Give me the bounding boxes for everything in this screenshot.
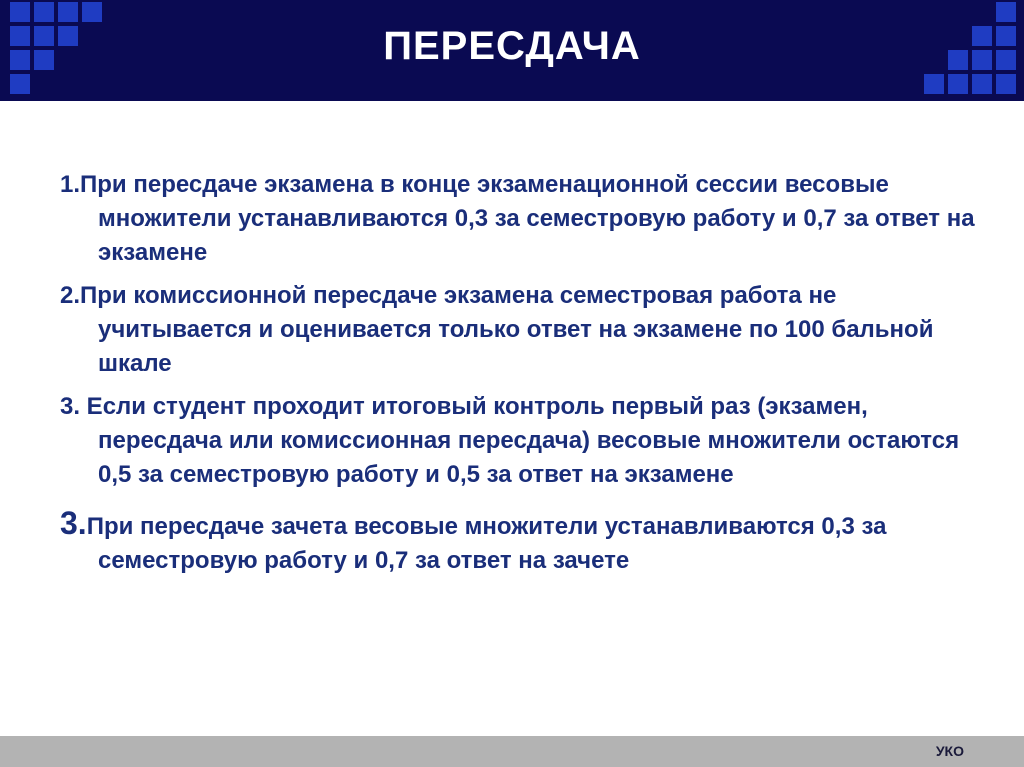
list-item (60, 168, 980, 270)
footer-label: УКО (935, 743, 964, 759)
list-item (60, 506, 980, 578)
slide-content (60, 168, 980, 587)
list-item (60, 390, 980, 492)
item-text: Если студент проходит итоговый контроль первый раз (экзамен, пересдача или комиссионная пересдача) весовые множители остаются 0,5 за семестровую работу и 0,5 за ответ на экзамене (80, 393, 960, 488)
item-number: 1. (60, 171, 81, 198)
item-number: 3. (60, 505, 87, 541)
footer-bar (0, 736, 1024, 767)
item-text: При комиссионной пересдаче экзамена семестровая работа не учитывается и оценивается только ответ на экзамене по 100 бальной шкале (80, 282, 934, 377)
item-text: При пересдаче экзамена в конце экзаменационной сессии весовые множители устанавливаются 0,3 за семестровую работу и 0,7 за ответ на экзамене (80, 171, 975, 266)
item-number: 2. (60, 282, 81, 309)
list-item (60, 279, 980, 381)
item-number: 3. (60, 393, 81, 420)
slide-title: ПЕРЕСДАЧА (383, 24, 641, 68)
header-bar (0, 0, 1024, 101)
item-text: При пересдаче зачета весовые множители устанавливаются 0,3 за семестровую работу и 0,7 за ответ на зачете (86, 513, 887, 574)
